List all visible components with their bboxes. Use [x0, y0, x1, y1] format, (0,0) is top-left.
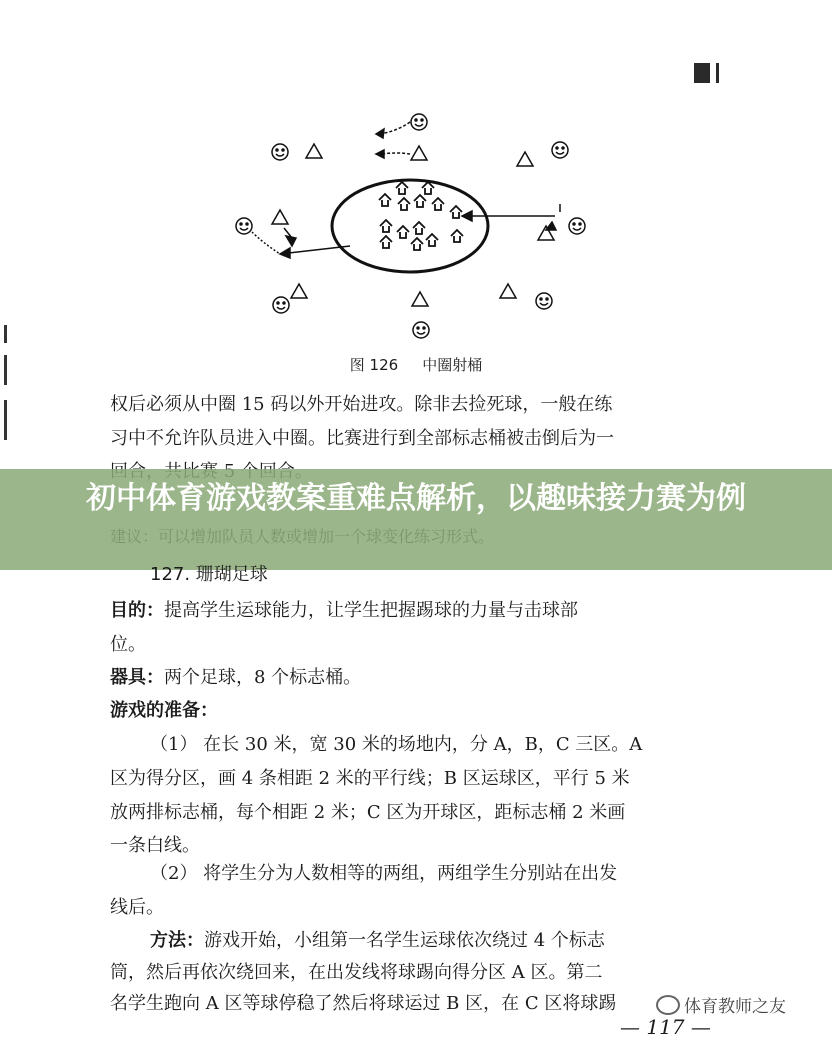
paragraph-line: 位。: [110, 634, 146, 655]
paragraph-line: 线后。: [110, 897, 164, 918]
players-smiley: [236, 114, 585, 338]
watermark: [656, 992, 786, 1017]
page-number: — 117 —: [620, 1015, 711, 1039]
figure-caption: [0, 354, 832, 375]
method-line: [150, 924, 760, 958]
paragraph-line: 名学生跑向 A 区等球停稳了然后将球运过 B 区，在 C 区将球踢: [110, 993, 617, 1014]
center-circle-diagram: [200, 108, 620, 348]
method-text: 游戏开始，小组第一名学生运球依次绕过 4 个标志: [204, 930, 605, 951]
equipment-line: [110, 661, 720, 695]
corner-bar: [716, 63, 719, 83]
center-circle: [332, 180, 488, 272]
purpose-label: 目的：: [110, 600, 164, 621]
paragraph-line: （2） 将学生分为人数相等的两组，两组学生分别站在出发: [150, 863, 618, 884]
cones-in-circle: [379, 182, 463, 250]
prep-heading: 游戏的准备：: [110, 700, 218, 721]
paragraph-line: 放两排标志桶，每个相距 2 米；C 区为开球区，距标志桶 2 米画: [110, 802, 626, 823]
paragraph-line: 一条白线。: [110, 835, 200, 856]
paragraph-line: 区为得分区，画 4 条相距 2 米的平行线；B 区运球区，平行 5 米: [110, 768, 630, 789]
paragraph-line: 权后必须从中圈 15 码以外开始进攻。除非去捡死球，一般在练: [110, 394, 613, 415]
binding-marks: [0, 325, 14, 445]
section-heading: 127. 珊瑚足球: [150, 564, 268, 585]
corner-mark: [694, 63, 710, 83]
watermark-text: 体育教师之友: [684, 997, 786, 1017]
paragraph-line: （1） 在长 30 米，宽 30 米的场地内，分 A，B，C 三区。A: [150, 734, 643, 755]
paragraph-line: 习中不允许队员进入中圈。比赛进行到全部标志桶被击倒后为一: [110, 428, 614, 449]
equipment-text: 两个足球，8 个标志桶。: [164, 667, 362, 688]
equipment-label: 器具：: [110, 667, 164, 688]
purpose-text: 提高学生运球能力，让学生把握踢球的力量与击球部: [164, 600, 578, 621]
overlay-title: 初中体育游戏教案重难点解析，以趣味接力赛为例: [86, 481, 746, 516]
purpose-line: [110, 594, 720, 628]
players-triangle: [272, 144, 554, 306]
method-label: 方法：: [150, 930, 204, 951]
figure-title: 中圈射桶: [422, 356, 483, 374]
paragraph-line: 筒，然后再依次绕回来，在出发线将球踢向得分区 A 区。第二: [110, 962, 603, 983]
figure-number: 图 126: [349, 356, 399, 374]
wechat-icon: [656, 995, 680, 1015]
